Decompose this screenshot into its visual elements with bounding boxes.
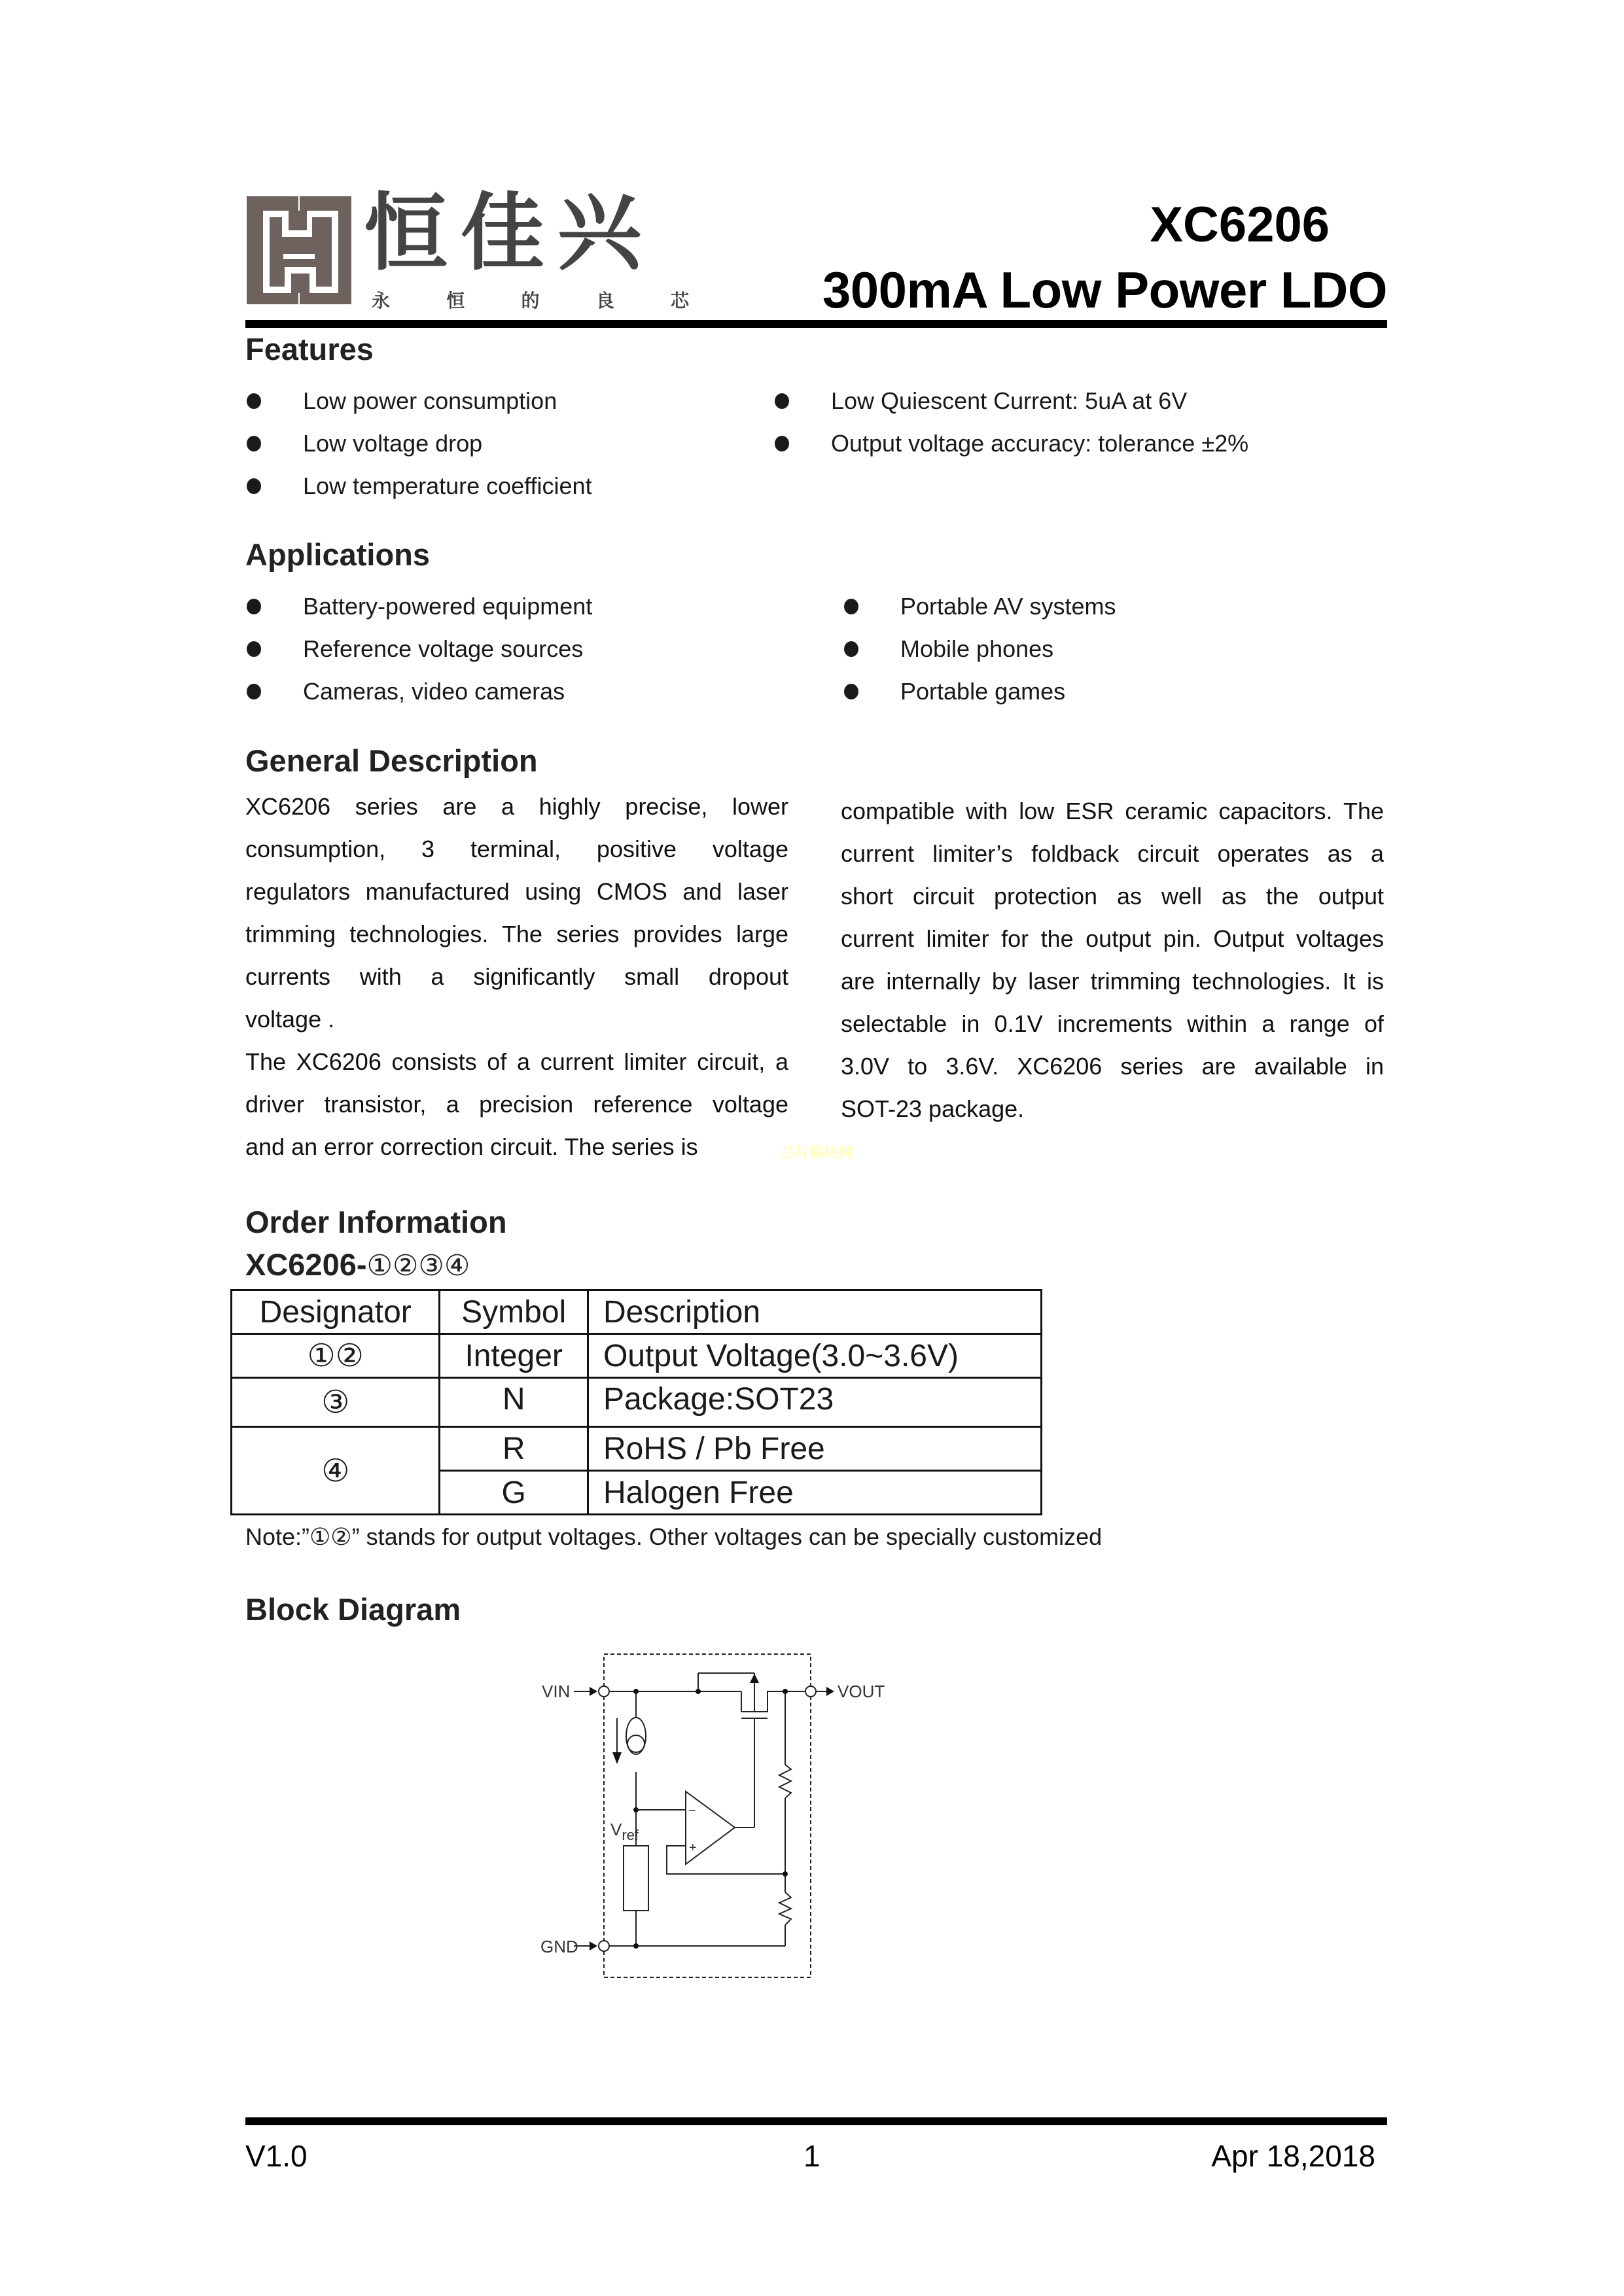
list-item: Mobile phones: [844, 627, 1116, 670]
bullet-icon: [247, 393, 261, 409]
part-code: [245, 1246, 470, 1282]
slogan-char: 良: [595, 290, 614, 311]
description-left-column: [245, 785, 788, 1168]
bullet-icon: [844, 599, 858, 614]
table-header-row: [232, 1290, 1042, 1334]
part-number-title: XC6206: [1150, 197, 1330, 253]
bullet-icon: [247, 436, 261, 451]
vref-label: $V_{ref}$: [610, 1820, 639, 1843]
list-item: Output voltage accuracy: tolerance ±2%: [775, 422, 1248, 465]
vout-label: VOUT: [838, 1682, 885, 1701]
paragraph-line: voltage .: [245, 1006, 335, 1033]
symbol-cell: R: [440, 1427, 588, 1471]
paragraph-line: and an error correction circuit. The series is: [245, 1133, 698, 1160]
bullet-icon: [775, 436, 789, 451]
paragraph-line: selectable in 0.1V increments within a range of: [841, 1010, 1384, 1037]
symbol-cell: N: [440, 1378, 588, 1427]
applications-heading: Applications: [245, 537, 431, 572]
list-item: Battery-powered equipment: [247, 585, 592, 627]
column-header: Designator: [232, 1290, 440, 1334]
page-number: 1: [803, 2139, 821, 2173]
list-item: Cameras, video cameras: [247, 670, 592, 713]
paragraph-line: XC6206 series are a highly precise, lower: [245, 793, 788, 820]
symbol-cell: G: [440, 1471, 588, 1515]
order-note: Note:”①②” stands for output voltages. Other voltages can be specially customized: [245, 1523, 1103, 1550]
table-row: [232, 1334, 1042, 1378]
paragraph-line: The XC6206 consists of a current limiter circuit, a: [245, 1048, 788, 1075]
features-list-right: [775, 380, 1248, 465]
bullet-icon: [247, 599, 261, 614]
paragraph-line: consumption, 3 terminal, positive voltage: [245, 836, 788, 862]
applications-list-right: [844, 585, 1116, 713]
paragraph-line: trimming technologies. The series provides large: [245, 921, 788, 947]
vin-label: VIN: [542, 1682, 571, 1701]
part-code-prefix: XC6206-: [245, 1247, 367, 1282]
watermark: 芯片模块网: [781, 1145, 853, 1161]
paragraph-line: SOT-23 package.: [841, 1095, 1025, 1122]
bullet-icon: [247, 478, 261, 494]
designator-cell: ③: [232, 1378, 440, 1427]
paragraph-line: are internally by laser trimming technologies. It is: [841, 968, 1384, 995]
bullet-icon: [775, 393, 789, 409]
slogan-char: 恒: [446, 290, 465, 311]
general-description-heading: General Description: [245, 743, 538, 778]
paragraph-line: currents with a significantly small dropout: [245, 963, 788, 990]
description-cell: Package:SOT23: [588, 1378, 1041, 1427]
footer-divider: [245, 2117, 1387, 2125]
slogan-char: 永: [372, 290, 391, 311]
description-cell: Halogen Free: [588, 1471, 1041, 1515]
list-item: Portable AV systems: [844, 585, 1116, 627]
column-header: Symbol: [440, 1290, 588, 1334]
paragraph-line: current limiter for the output pin. Output voltages: [841, 925, 1384, 952]
list-item: Low temperature coefficient: [247, 465, 592, 507]
company-slogan: [372, 287, 689, 313]
bullet-icon: [247, 641, 261, 657]
paragraph-line: current limiter’s foldback circuit operates as a: [841, 840, 1384, 867]
block-diagram-heading: Block Diagram: [245, 1592, 461, 1627]
order-table: [230, 1289, 1042, 1515]
bullet-icon: [844, 684, 858, 699]
description-right-column: [841, 790, 1384, 1130]
company-name-cn: 恒佳兴: [364, 185, 655, 282]
opamp-plus-label: +: [689, 1841, 697, 1855]
document-version: V1.0: [245, 2139, 308, 2173]
paragraph-line: short circuit protection as well as the output: [841, 883, 1384, 910]
list-item: Low power consumption: [247, 380, 592, 422]
order-information-heading: Order Information: [245, 1205, 507, 1239]
document-date: Apr 18,2018: [1211, 2139, 1375, 2173]
column-header: Description: [588, 1290, 1041, 1334]
paragraph-line: regulators manufactured using CMOS and laser: [245, 878, 788, 905]
symbol-cell: Integer: [440, 1334, 588, 1378]
part-code-designators: ①②③④: [366, 1249, 470, 1282]
list-item: Portable games: [844, 670, 1116, 713]
paragraph-line: 3.0V to 3.6V. XC6206 series are available in: [841, 1053, 1384, 1080]
table-row: [232, 1378, 1042, 1427]
designator-cell: ①②: [232, 1334, 440, 1378]
block-diagram: [537, 1636, 1073, 2002]
designator-cell: ④: [232, 1427, 440, 1515]
header-divider: [245, 320, 1387, 328]
applications-list-left: [247, 585, 592, 713]
features-heading: Features: [245, 332, 374, 366]
bullet-icon: [844, 641, 858, 657]
list-item: Low voltage drop: [247, 422, 592, 465]
features-list-left: [247, 380, 592, 507]
opamp-minus-label: −: [688, 1804, 696, 1818]
slogan-char: 的: [521, 290, 540, 311]
slogan-char: 芯: [670, 290, 689, 311]
company-logo-mark: [247, 196, 351, 304]
document-subtitle: 300mA Low Power LDO: [822, 261, 1387, 319]
bullet-icon: [247, 684, 261, 699]
list-item: Reference voltage sources: [247, 627, 592, 670]
table-row: [232, 1427, 1042, 1471]
description-cell: RoHS / Pb Free: [588, 1427, 1041, 1471]
paragraph-line: compatible with low ESR ceramic capacitors. The: [841, 798, 1384, 824]
list-item: Low Quiescent Current: 5uA at 6V: [775, 380, 1248, 422]
description-cell: Output Voltage(3.0~3.6V): [588, 1334, 1041, 1378]
gnd-label: GND: [540, 1937, 578, 1956]
paragraph-line: driver transistor, a precision reference voltage: [245, 1091, 788, 1118]
